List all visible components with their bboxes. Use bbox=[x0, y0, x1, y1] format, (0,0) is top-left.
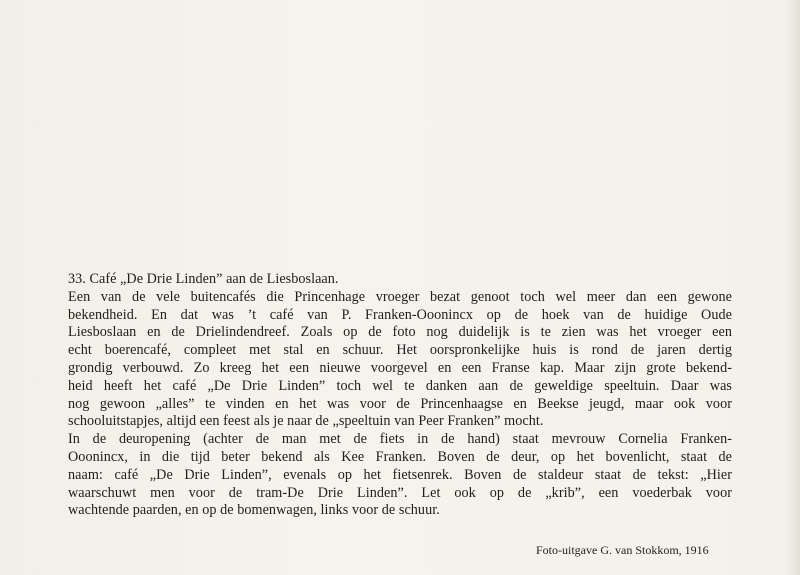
caption-line: Een van de vele buitencafés die Princenhage vroeger bezat genoot toch wel meer dan een gewone bbox=[68, 288, 732, 305]
caption-line: grondig verbouwd. Zo kreeg het een nieuwe voorgevel en een Franse kap. Maar zijn grote bekend- bbox=[68, 359, 732, 376]
caption-heading: 33. Café „De Drie Linden” aan de Liesboslaan. bbox=[68, 271, 339, 287]
caption-line: echt boerencafé, compleet met stal en schuur. Het oorspronkelijke huis is rond de jaren dertig bbox=[68, 342, 732, 359]
caption-line: nog gewoon „alles” te vinden en het was voor de Princenhaagse en Beekse jeugd, maar ook voor bbox=[68, 395, 732, 412]
caption-line: naam: café „De Drie Linden”, evenals op het fietsenrek. Boven de staldeur staat de tekst: „Hier bbox=[68, 466, 732, 483]
photo-credit: Foto-uitgave G. van Stokkom, 1916 bbox=[536, 543, 709, 557]
caption-line: wachtende paarden, en op de bomenwagen, links voor de schuur. bbox=[68, 502, 440, 519]
caption-line: Liesboslaan en de Drielindendreef. Zoals op de foto nog duidelijk is te zien was het vroeger een bbox=[68, 324, 732, 341]
caption-line: waarschuwt men voor de tram-De Drie Linden”. Let ook op de „krib”, een voederbak voor bbox=[68, 484, 732, 501]
caption-line: schooluitstapjes, altijd een feest als je naar de „speeltuin van Peer Franken” mocht. bbox=[68, 413, 544, 430]
caption-line: heid heeft het café „De Drie Linden” toch wel te danken aan de geweldige speeltuin. Daar was bbox=[68, 377, 732, 394]
caption-line: Ooonincx, in die tijd beter bekend als Kee Franken. Boven de deur, op het bovenlicht, staat de bbox=[68, 448, 732, 465]
caption-line: In de deuropening (achter de man met de fiets in de hand) staat mevrouw Cornelia Franken- bbox=[68, 431, 732, 448]
caption-line: bekendheid. En dat was ’t café van P. Franken-Ooonincx op de hoek van de huidige Oude bbox=[68, 306, 732, 323]
page-edge-shadow bbox=[786, 0, 800, 575]
caption-text bbox=[68, 271, 732, 520]
